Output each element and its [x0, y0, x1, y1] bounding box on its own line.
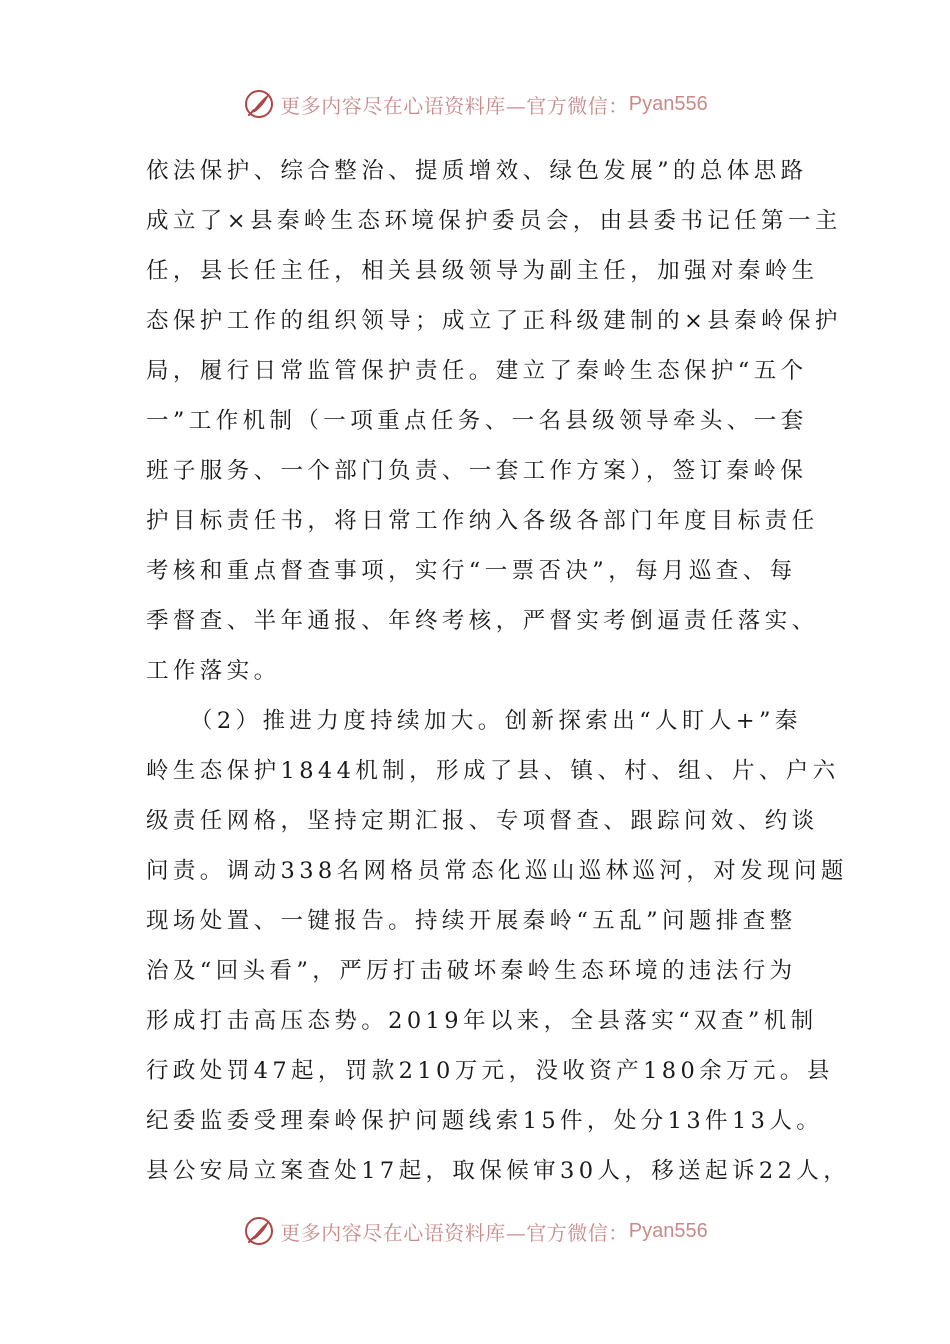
quill-logo-icon: [242, 87, 276, 121]
text-line: 局，履行日常监管保护责任。建立了秦岭生态保护“五个: [146, 358, 808, 384]
header-banner-text: 更多内容尽在心语资料库—官方微信：: [280, 93, 629, 118]
text-line: 岭生态保护1844机制，形成了县、镇、村、组、片、户六: [146, 758, 840, 784]
text-line: 季督查、半年通报、年终考核，严督实考倒逼责任落实、: [146, 608, 819, 634]
text-line: 纪委监委受理秦岭保护问题线索15件，处分13件13人。: [146, 1108, 824, 1134]
text-line: 行政处罚47起，罚款210万元，没收资产180余万元。县: [146, 1058, 834, 1084]
text-line: 县公安局立案查处17起，取保候审30人，移送起诉22人，: [146, 1158, 851, 1184]
text-line: 护目标责任书，将日常工作纳入各级各部门年度目标责任: [146, 508, 819, 534]
text-line: 考核和重点督查事项，实行“一票否决”，每月巡查、每: [146, 558, 797, 584]
footer-banner-id: Pyan556: [628, 1219, 708, 1242]
header-banner-id: Pyan556: [628, 92, 708, 115]
footer-banner: [0, 1211, 950, 1251]
text-line: 任，县长任主任，相关县级领导为副主任，加强对秦岭生: [146, 258, 819, 284]
header-banner: [0, 84, 950, 124]
text-line: 班子服务、一个部门负责、一套工作方案），签订秦岭保: [146, 458, 808, 484]
text-line: 一”工作机制（一项重点任务、一名县级领导牵头、一套: [146, 408, 808, 434]
text-line: 态保护工作的组织领导；成立了正科级建制的×县秦岭保护: [146, 308, 842, 334]
text-line: 问责。调动338名网格员常态化巡山巡林巡河，对发现问题: [146, 858, 848, 884]
text-line: 现场处置、一键报告。持续开展秦岭“五乱”问题排查整: [146, 908, 797, 934]
text-line: 工作落实。: [146, 658, 281, 684]
text-line: 依法保护、综合整治、提质增效、绿色发展”的总体思路: [146, 158, 808, 184]
quill-logo-icon: [242, 1214, 276, 1248]
text-line: 成立了×县秦岭生态环境保护委员会，由县委书记任第一主: [146, 208, 842, 234]
text-line: 形成打击高压态势。2019年以来，全县落实“双查”机制: [146, 1008, 818, 1034]
text-line: 级责任网格，坚持定期汇报、专项督查、跟踪问效、约谈: [146, 808, 819, 834]
document-body: [146, 146, 851, 1196]
paragraph-start-line: （2）推进力度持续加大。创新探索出“人盯人+”秦: [190, 708, 802, 734]
text-line: 治及“回头看”，严厉打击破坏秦岭生态环境的违法行为: [146, 958, 797, 984]
footer-banner-text: 更多内容尽在心语资料库—官方微信：: [280, 1220, 629, 1245]
